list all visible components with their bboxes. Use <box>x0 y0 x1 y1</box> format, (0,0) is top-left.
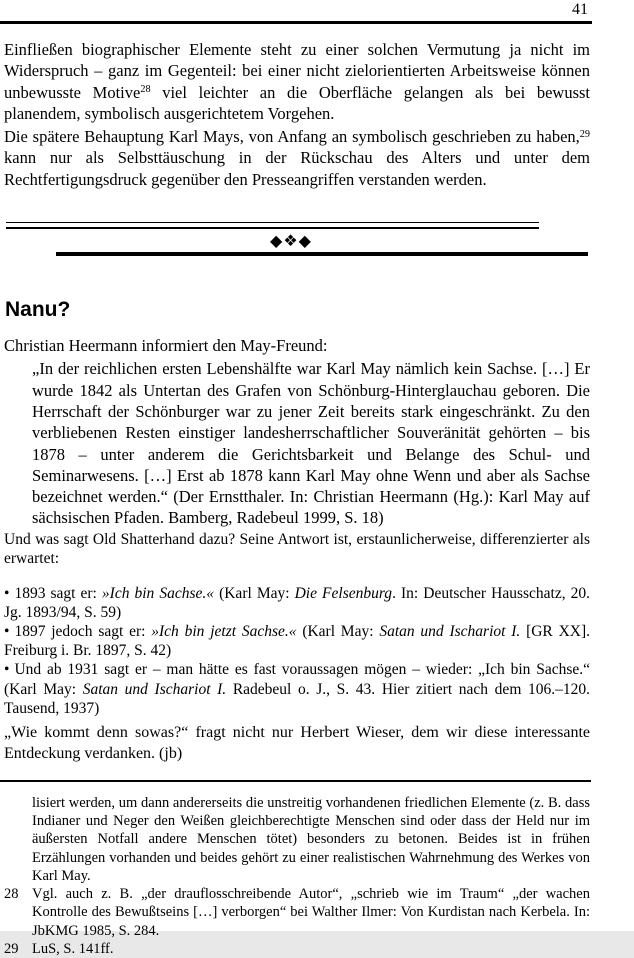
section-heading: Nanu? <box>5 298 71 322</box>
footnote-number: 29 <box>4 940 19 957</box>
footnote-item-28 <box>4 885 590 940</box>
divider-thick-rule <box>56 252 588 256</box>
bullet-text: 1893 sagt er: »Ich bin Sachse.« (Karl May: Die Felsenburg. In: Deutscher Hausschatz, 20. Jg. 1893/94, S. 59) <box>4 584 591 621</box>
response-intro-paragraph: Und was sagt Old Shatterhand dazu? Seine Antwort ist, erstaunlicherweise, differenzierter als erwartet: <box>4 530 590 567</box>
quote-block: „In der reichlichen ersten Lebenshälfte war Karl May nämlich kein Sachse. […] Er wurde 1842 als Untertan des Grafen von Schönburg-Hinterglauchau geboren. Die Herrschaft der Schönburger war zu jener Zeit bereits stark eingeschränkt. Zu den verbliebenen Resten einstiger landesherrschaftlicher Souveränität gehörten – bis 1878 – unter anderem die Gerichtsbarkeit und Belange des Schul- und Seminarwesens. […] Erst ab 1878 kann Karl May ohne Wenn und aber als Sachse bezeichnet werden.“ (Der Ernstthaler. In: Christian Heermann (Hg.): Karl May auf sächsischen Pfaden. Bamberg, Radebeul 1999, S. 18) <box>32 359 590 528</box>
bullet-item-1893 <box>4 584 590 622</box>
bullet-list <box>4 584 590 718</box>
bullet-marker: • <box>4 584 10 602</box>
footnote-text: Vgl. auch z. B. „der drauflosschreibende Autor“, „schrieb wie im Traum“ „der wachen Kontrolle des Bewußtseins […] verborgen“ bei Walther Ilmer: Von Kurdistan nach Kerbela. In: JbKMG 1985, S. 284. <box>32 886 590 939</box>
footnotes-block <box>4 794 590 958</box>
lead-paragraph: Christian Heermann informiert den May-Freund: <box>4 336 328 356</box>
bullet-item-1931 <box>4 660 590 718</box>
footnote-number: 28 <box>4 886 19 903</box>
diamond-ornament-icon: ◆❖◆ <box>270 231 312 251</box>
bullet-text: Und ab 1931 sagt er – man hätte es fast voraussagen mögen – wieder: „Ich bin Sachse.“ (Karl May: Satan und Ischariot I. Radebeul o. J., S. 43. Hier zitiert nach dem 106.–120. Tausend, 1937) <box>4 661 591 717</box>
paragraph-later-claim: Die spätere Behauptung Karl Mays, von Anfang an symbolisch geschrieben zu haben,$^{29}$ kann nur als Selbsttäuschung in der Rückschau des Alters und unter dem Rechtfertigungsdruck gegenüber den Presseangriffen verstanden werden. <box>4 127 590 189</box>
divider-double-rule <box>6 222 539 229</box>
paragraph-biographical-elements: Einfließen biographischer Elemente steht zu einer solchen Vermutung ja nicht im Widerspruch – ganz im Gegenteil: bei einer nicht zielorientierten Arbeitsweise können unbewusste Motive$^{28}$ viel leichter an die Oberfläche gelangen als bei bewusst planendem, symbolisch ausgerichtetem Vorgehen. <box>4 40 590 123</box>
bullet-marker: • <box>4 661 10 679</box>
bullet-text: 1897 jedoch sagt er: »Ich bin jetzt Sachse.« (Karl May: Satan und Ischariot I. [GR XX]. Freiburg i. Br. 1897, S. 42) <box>4 623 590 660</box>
bullet-item-1897 <box>4 622 590 660</box>
page-number: 41 <box>572 1 588 18</box>
footnote-text: LuS, S. 141ff. <box>32 940 114 957</box>
bullet-marker: • <box>4 623 10 641</box>
footnote-separator-rule <box>0 780 591 782</box>
section-divider <box>4 222 590 256</box>
header-rule <box>0 21 592 24</box>
page-header <box>4 0 590 19</box>
footnote-item-29 <box>4 940 590 958</box>
footnote-continuation: lisiert werden, um dann andererseits die unstreitig vorhandenen friedlichen Elemente (z. B. dass Indianer und Neger den Weißen gleichberechtigte Menschen sind oder dass der Held nur im äußersten Notfall andere Menschen tötet) besonders zu betonen. Beides ist in frühen Erzählungen vorhanden und beides gehört zu einer realistischen Wahrnehmung des Werkes von Karl May. <box>32 795 590 884</box>
closing-paragraph: „Wie kommt denn sowas?“ fragt nicht nur Herbert Wieser, dem wir diese interessante Entdeckung verdanken. (jb) <box>4 724 590 762</box>
